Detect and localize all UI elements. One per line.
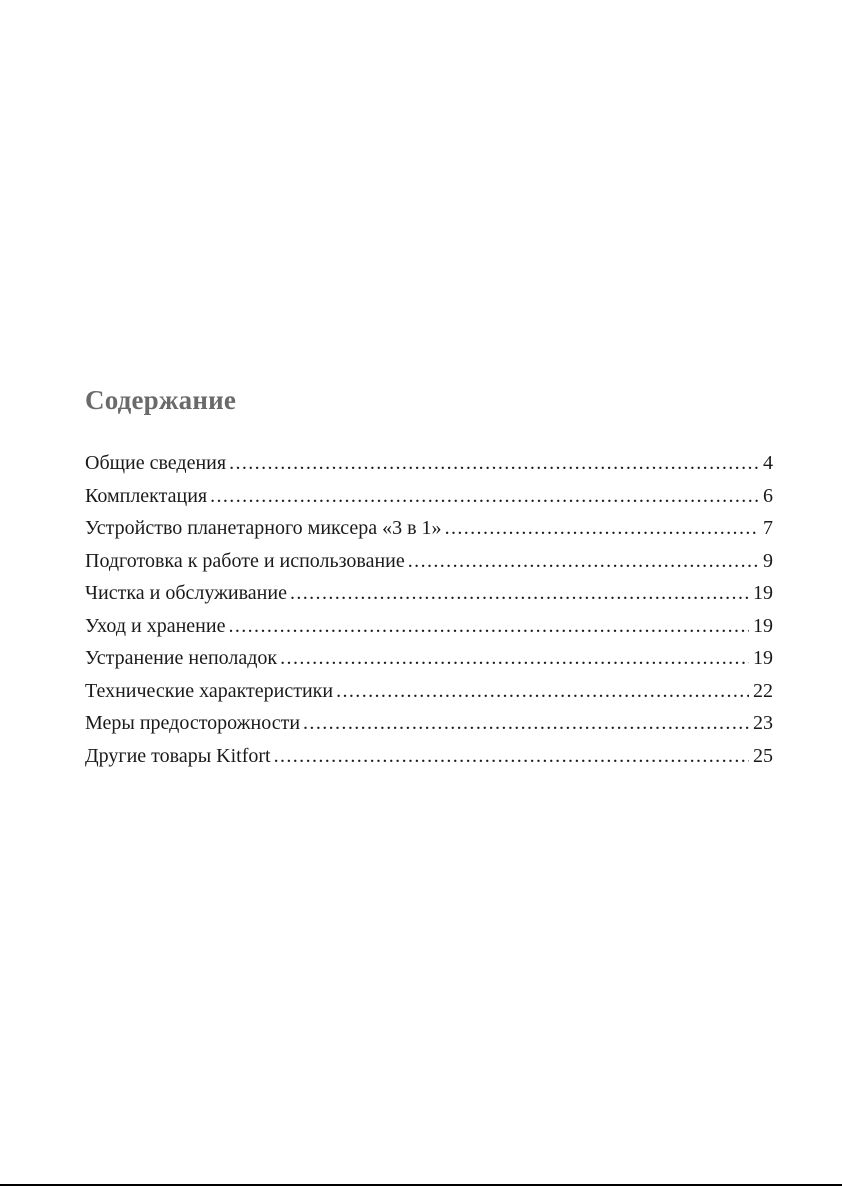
toc-entry-page: 25	[753, 744, 773, 767]
toc-entry-page: 22	[753, 679, 773, 702]
toc-leader-dots	[274, 740, 749, 773]
toc-entry-general-info[interactable]	[85, 447, 773, 480]
toc-entry-page: 19	[753, 647, 773, 669]
toc-entry-label: Чистка и обслуживание	[85, 582, 287, 604]
toc-leader-dots	[303, 707, 749, 740]
toc-entry-other-products[interactable]	[85, 740, 773, 773]
toc-entry-label: Подготовка к работе и использование	[85, 549, 405, 572]
toc-leader-dots	[228, 610, 749, 643]
toc-entry-label: Устройство планетарного миксера «3 в 1»	[85, 517, 442, 539]
toc-list	[85, 447, 773, 772]
toc-leader-dots	[290, 577, 749, 610]
toc-entry-label: Меры предосторожности	[85, 712, 301, 734]
toc-leader-dots	[336, 675, 749, 708]
toc-entry-page: 9	[763, 549, 773, 572]
toc-entry-package-contents[interactable]	[85, 480, 773, 513]
toc-entry-troubleshooting[interactable]	[85, 642, 773, 675]
toc-entry-page: 23	[753, 712, 773, 734]
toc-entry-page: 6	[763, 484, 773, 507]
toc-entry-device-structure[interactable]	[85, 512, 773, 545]
toc-entry-label: Общие сведения	[85, 452, 227, 474]
toc-leader-dots	[445, 512, 759, 545]
toc-leader-dots	[280, 642, 749, 675]
toc-entry-label: Уход и хранение	[85, 614, 226, 637]
toc-title: Содержание	[85, 385, 237, 415]
toc-entry-page: 7	[763, 517, 773, 539]
toc-entry-page: 4	[763, 452, 773, 474]
toc-entry-preparation-and-use[interactable]	[85, 545, 773, 578]
toc-entry-safety-precautions[interactable]	[85, 707, 773, 740]
toc-entry-cleaning[interactable]	[85, 577, 773, 610]
toc-entry-label: Другие товары Kitfort	[85, 744, 271, 767]
toc-entry-page: 19	[753, 614, 773, 637]
toc-leader-dots	[210, 480, 759, 513]
toc-entry-specifications[interactable]	[85, 675, 773, 708]
toc-entry-page: 19	[753, 582, 773, 604]
toc-entry-label: Устранение неполадок	[85, 647, 278, 669]
toc-entry-label: Комплектация	[85, 484, 208, 507]
toc-leader-dots	[229, 447, 759, 480]
toc-entry-label: Технические характеристики	[85, 679, 334, 702]
toc-leader-dots	[408, 545, 759, 578]
toc-entry-care-and-storage[interactable]	[85, 610, 773, 643]
